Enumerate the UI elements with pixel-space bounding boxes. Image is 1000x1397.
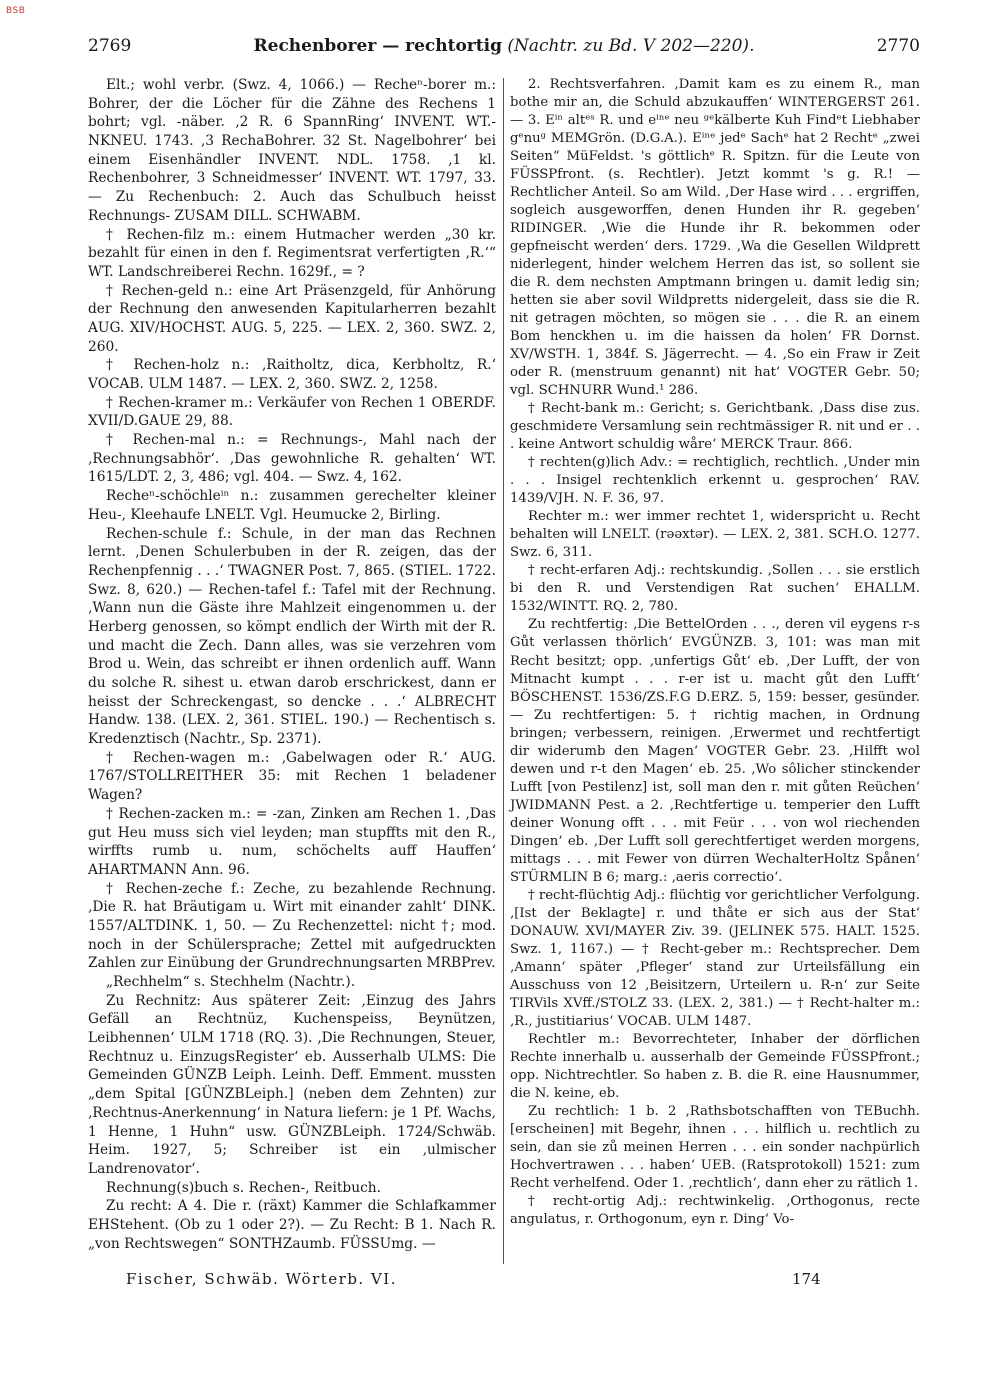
dictionary-entry: † Rechen-zeche f.: Zeche, zu bezahlende Rechnung. ‚Die R. hat Bräutigam u. Wirt mit einander zahlt‘ DINK. 1557/ALTDINK. 1, 50. — Zu Rechenzettel: nicht †; mod. noch in der Schülersprache; Zettel mit aufgedruckten Zahlen zur Einübung der Grundrechnungsarten MRBPrev. — [88, 880, 496, 972]
dictionary-entry: † Rechen-zacken m.: = -zan, Zinken am Rechen 1. ‚Das gut Heu muss sich viel leyden; man stupffts mit den R., wirffts rumb u. num, schöchelts auff Hauffen‘ AHARTMANN Ann. 96. — [88, 805, 496, 878]
right-column — [510, 76, 920, 1229]
page-header — [88, 30, 920, 60]
dictionary-entry: Rechtler m.: Bevorrechteter, Inhaber der dörflichen Rechte innerhalb u. ausserhalb der Gemeinde FÜSSPfront.; opp. Nichtrechtler. So haben z. B. die R. eine Hausnummer, die N. keine, eb. — [510, 1031, 920, 1101]
dictionary-entry: Rechter m.: wer immer rechtet 1, widerspricht u. Recht behalten will LNELT. (rǝəxtər). — LEX. 2, 381. SCH.O. 1277. Swz. 6, 311. — [510, 509, 920, 561]
dictionary-entry: † Rechen-mal n.: = Rechnungs-, Mahl nach der ‚Rechnungsabhör‘. ‚Das gewohnliche R. gehalten‘ WT. 1615/LDT. 2, 3, 486; vgl. 404. — Swz. 4, 162. — [88, 432, 496, 486]
column-divider — [503, 78, 504, 1264]
dictionary-entry: † rechten(g)lich Adv.: = rechtiglich, rechtlich. ‚Under min . . . Insigel rechtenklich erkennt u. gesprochen‘ RAV. 1439/VJH. N. F. 36, 97. — [510, 455, 920, 507]
left-column — [88, 76, 496, 1253]
dictionary-entry: 2. Rechtsverfahren. ‚Damit kam es zu einem R., man bothe mir an, die Schuld abzukauffen‘ WINTERGERST 261. — 3. Eⁱⁿ altᵉˢ R. und eⁱⁿᵉ neu ᵍᵉkälberte Kuh Findᵉt Liebhaber gᵉnuᵍ MEMGrön. (D.G.A.). Eⁱⁿᵉ jedᵉ Sachᵉ hat 2 Rechtᵉ „zwei Seiten“ MüFeldst. 's göttlichᵉ R. Spitzn. für die Leute von FÜSSPfront. (s. Rechtler). Jetzt kommt 's g. R.! — Rechtlicher Anteil. So am Wild. ‚Der Hase wird . . . ergriffen, sogleich ausgeworffen, denen Hunden ihr R. gegeben‘ RIDINGER. ‚Wie die Hunde ihr R. bekommen oder gepfneischt werden‘ ders. 1729. ‚Wa die Gesellen Wildprett niderlegent, hinder welchem Herren das ist, so sollent sie die R. dem nechsten Amptmann bringen u. damit ledig sin; hetten sie aber sovil Wildpretts nidergeleit, dass sie die R. nit getragen möchten, so mögen sie . . . die R. an einem Bom henckhen u. im die haissen da holen‘ FR Dornst. XV/WSTH. 1, 384f. S. Jägerrecht. — 4. ‚So ein Fraw ir Zeit oder R. (menstruum genannt) nit hat‘ VOGTER Gebr. 50; vgl. SCHNURR Wund.¹ 286. — [510, 77, 920, 399]
running-title — [88, 36, 920, 56]
dictionary-entry: † Rechen-wagen m.: ‚Gabelwagen oder R.‘ AUG. 1767/STOLLREITHER 35: mit Rechen 1 beladener Wagen? — [88, 749, 496, 804]
dictionary-entry: † recht-flüchtig Adj.: flüchtig vor gerichtlicher Verfolgung. ‚[Ist der Beklagte] r. und thåte er sich aus der Stat‘ DONAUW. XVI/MAYER Ziv. 39. (JELINEK 575. HALT. 1525. Swz. 1, 1167.) — † Recht-geber m.: Rechtsprecher. Dem ‚Amann‘ später ‚Pfleger‘ stand zur Urteilsfällung ein Ausschuss von 12 ‚Beisitzern, Urteilern u. R-n‘ zur Seite TIRVils XVff./STOLZ 33. (LEX. 2, 381.) — † Recht-halter m.: ‚R., justitiarius‘ VOCAB. ULM 1487. — [510, 887, 920, 1029]
dictionary-entry: Recheⁿ-schöchleⁱⁿ n.: zusammen gerechelter kleiner Heu-, Kleehaufe LNELT. Vgl. Heumucke 2, Birling. — [88, 488, 496, 523]
dictionary-entry: † Rechen-geld n.: eine Art Präsenzgeld, für Anhörung der Rechnung den anwesenden Kapitularherren bezahlt AUG. XIV/HOCHST. AUG. 5, 225. — LEX. 2, 360. SWZ. 2, 260. — [88, 282, 496, 355]
dictionary-entry: Zu recht: A 4. Die r. (räxt) Kammer die Schlafkammer EHStehent. (Ob zu 1 oder 2?). — Zu Recht: B 1. Nach R. „von Rechtswegen“ SONTHZaumb. FÜSSUmg. — — [88, 1198, 496, 1252]
footer-signature: 174 — [792, 1270, 821, 1288]
page-number-right: 2770 — [876, 36, 920, 56]
dictionary-entry: Zu rechtlich: 1 b. 2 ‚Rathsbotschafften von TEBuchh. [erscheinen] mit Begehr, ihnen . . . hilflich u. rechtlich zu sein, dan sie zů meinen Herren . . . ein sonder nachpürlich Hochvertrawen . . . haben‘ UEB. (Ratsprotokoll) 1521: zum Recht verhelfend. Oder 1. ‚rechtlich‘, dann eher zu rätlich 1. — [510, 1103, 920, 1191]
page-number-left: 2769 — [88, 36, 132, 56]
dictionary-entry: „Rechhelm“ s. Stechhelm (Nachtr.). — [106, 974, 356, 990]
dictionary-entry: † recht-erfaren Adj.: rechtskundig. ‚Sollen . . . sie erstlich bi den R. und Verstendigen Rat suchen‘ EHALLM. 1532/WINTT. RQ. 2, 780. — [510, 563, 920, 615]
dictionary-entry: Rechnung(s)buch s. Rechen-, Reitbuch. — [106, 1179, 382, 1196]
running-title-note: (Nachtr. zu Bd. V 202—220). — [501, 36, 755, 56]
dictionary-entry: † recht-ortig Adj.: rechtwinkelig. ‚Orthogonus, recte angulatus, r. Orthogonum, eyn r. Ding‘ Vo- — [510, 1193, 920, 1227]
dictionary-entry: † Rechen-filz m.: einem Hutmacher werden „30 kr. bezahlt für einen in den f. Regimentsrat verfertigten ‚R.‘“ WT. Landschreiberei Rechn. 1629f., = ? — [88, 226, 496, 280]
dictionary-entry: † Recht-bank m.: Gericht; s. Gerichtbank. ‚Dass dise zus. geschmideте Versamlung sein rechtmässiger R. nit und er . . . keine Antwort schuldig wåre‘ MERCK Traur. 866. — [510, 401, 920, 453]
dictionary-entry: Zu Rechnitz: Aus späterer Zeit: ‚Einzug des Jahrs Gefäll an Rechtnüz, Kuchenspeiss, Beynützen, Leibhennen‘ ULM 1718 (RQ. 3). ‚Die Rechnungen, Steuer, Rechtnuz u. EinzugsRegister‘ eb. Ausserhalb ULMS: Die Gemeinden GÜNZB Leiph. Leinh. Deff. Emment. mussten „dem Spital [GÜNZBLeiph.] (neben dem Zehnten) zur ‚Rechtnus-Anerkennung‘ in Natura liefern: je 1 Pf. Wachs, 1 Henne, 1 Huhn“ usw. GÜNZBLeiph. 1724/Schwäb. Heim. 1927, 5; Schreiber ist ein ‚ulmischer Landrenovator‘. — [88, 992, 496, 1177]
dictionary-entry: † Rechen-kramer m.: Verkäufer von Rechen 1 OBERDF. XVII/D.GAUE 29, 88. — [88, 394, 496, 430]
running-title-main: Rechenborer — rechtortig — [253, 36, 502, 56]
dictionary-entry: Elt.; wohl verbr. (Swz. 4, 1066.) — Recheⁿ-borer m.: Bohrer, der die Löcher für die Zähne des Rechens 1 bohrt; vgl. -näber. ‚2 R. 6 SpannRing‘ INVENT. WT.-NKNEU. 1743. ‚3 RechaBohrer. 32 St. Nagelbohrer‘ bei einem Eisenhändler INVENT. NDL. 1758. ‚1 kl. Rechenbohrer, 3 Schneidmesser‘ INVENT. WT. 1797, 33. — Zu Rechenbuch: 2. Auch das Schulbuch heisst Rechnungs- ZUSAM DILL. SCHWABM. — [88, 77, 496, 224]
dictionary-entry: † Rechen-holz n.: ‚Raitholtz, dica, Kerbholtz, R.‘ VOCAB. ULM 1487. — LEX. 2, 360. SWZ. 2, 1258. — [88, 357, 496, 392]
footer-publication: Fischer, Schwäb. Wörterb. VI. — [126, 1270, 397, 1288]
bsb-tag: BSB — [6, 6, 26, 16]
dictionary-entry: Rechen-schule f.: Schule, in der man das Rechnen lernt. ‚Denen Schulerbuben in der R. zeigen, das der Rechenpfennig . . .‘ TWAGNER Post. 7, 865. (STIEL. 1722. Swz. 8, 620.) — Rechen-tafel f.: Tafel mit der Rechnung. ‚Wann nun die Gäste ihre Mahlzeit eingenommen u. der Herberg genossen, so kömpt endlich der Wirth mit der R. und macht die Zech. Dann alles, was sie verzehren vom Brod u. Wein, das schreibt er ihnen ordenlich auff. Wann du solche R. sihest u. etwan darob erschrickest, dann er heisst der Schreckengast, so dencke . . .‘ ALBRECHT Handw. 138. (LEX. 2, 361. STIEL. 190.) — Rechentisch s. Kredenztisch (Nachtr., Sp. 2371). — [88, 525, 496, 748]
dictionary-entry: Zu rechtfertig: ‚Die BettelOrden . . ., deren vil eygens r-s Gůt verlassen thörlich‘ EVGÜNZB. 3, 101: was man mit Recht besitzt; opp. ‚unfertigs Gůt‘ eb. ‚Der Lufft, der von Mitnacht kumpt . . . r-er ist u. macht gůt den Lufft‘ BÖSCHENST. 1536/ZS.F.G D.ERZ. 5, 159: besser, gesünder. — Zu rechtfertigen: 5. † richtig machen, in Ordnung bringen; verbessern, reinigen. ‚Erwermet und rechtfertigt dir widerumb den Magen‘ VOGTER Gebr. 23. ‚Hilfft wol dewen und r-t den Magen‘ eb. 25. ‚Wo sôlicher stinckender Lufft [von Pestilenz] ist, soll man den r. mit gůten Reüchen‘ JWIDMANN Pest. a 2. ‚Rechtfertige u. temperier den Lufft deiner Wonung offt . . . mit Feür . . . von wol riechenden Dingen‘ eb. ‚Der Lufft soll gerechtfertiget werden morgens, mittags . . . mit Fewer von dürren WechalterHoltz Spånen‘ STÜRMLIN B 6; marg.: ‚aeris correctio‘. — [510, 617, 920, 885]
